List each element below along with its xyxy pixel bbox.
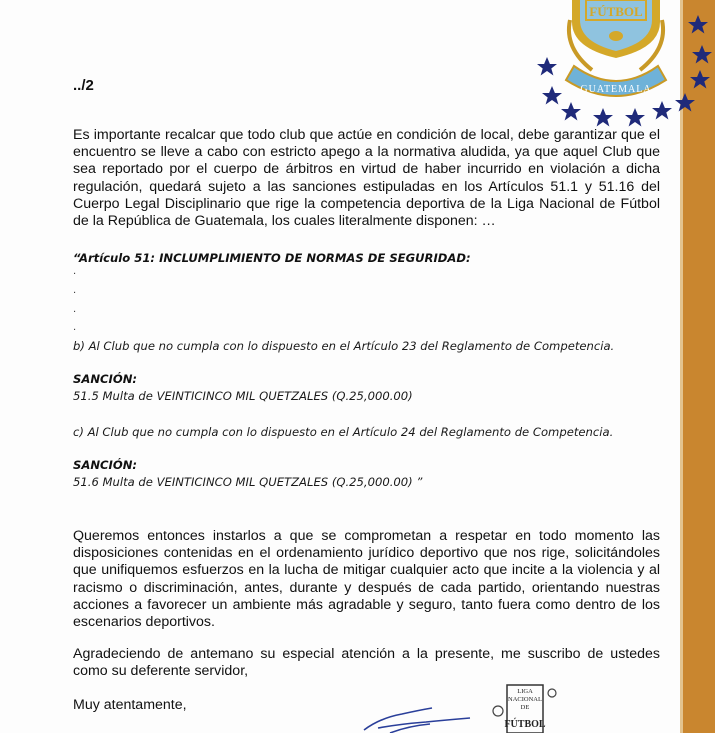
- emblem-shield: [572, 0, 660, 58]
- star-icon: [692, 45, 712, 64]
- article-item-b: b) Al Club que no cumpla con lo dispuesto en el Artículo 23 del Reglamento de Competencia.: [73, 339, 615, 353]
- star-icon: [561, 102, 581, 121]
- star-icon: [652, 101, 672, 120]
- ellipsis-dot: .: [73, 304, 77, 315]
- body-paragraph: Queremos entonces instarlos a que se comprometan a respetar en todo momento las disposiciones contenidas en el ordenamiento jurídico deportivo que nos rige, solicitándoles que unifiquemos esfuerzos en la lucha de mitigar cualquier acto que incite a la violencia y al racismo o discriminación, antes, durante y después de cada partido, orientando nuestras acciones a favorecer un ambiente más agradable y seguro, tanto fuera como dentro de los escenarios deportivos.: [73, 528, 660, 630]
- stamp-line-4: FÚTBOL: [504, 719, 546, 730]
- ellipsis-dot: .: [73, 322, 77, 333]
- star-icon: [690, 70, 710, 89]
- star-icon: [688, 15, 708, 34]
- emblem-ribbon-text: GUATEMALA: [580, 84, 652, 95]
- intro-paragraph: Es importante recalcar que todo club que actúe en condición de local, debe garantizar que el encuentro se lleve a cabo con estricto apego a la normativa aludida, ya que aquel Club que sea reportado por el cuerpo de árbitros en virtud de haber incurrido en violación a dicha regulación, quedará sujeto a las sanciones estipuladas en los Artículos 51.1 y 51.16 del Cuerpo Legal Disciplinario que rige la competencia deportiva de la Liga Nacional de Fútbol de la República de Guatemala, los cuales literalmente disponen: …: [73, 127, 660, 229]
- liga-stamp: [489, 683, 559, 733]
- sancion-text: 51.5 Multa de VEINTICINCO MIL QUETZALES (Q.25,000.00): [73, 389, 413, 403]
- star-icon: [675, 93, 695, 112]
- closing-salutation: Muy atentamente,: [73, 697, 187, 713]
- sancion-label: SANCIÓN:: [73, 458, 138, 472]
- emblem-top-text: FÚTBOL: [589, 4, 643, 19]
- star-icon: [593, 108, 613, 127]
- sancion-text: 51.6 Multa de VEINTICINCO MIL QUETZALES (Q.25,000.00) ”: [73, 475, 423, 489]
- stamp-line-3: DE: [520, 704, 530, 711]
- star-icon: [625, 108, 645, 127]
- signature-scribble: [360, 700, 480, 733]
- page-number: ../2: [73, 77, 94, 94]
- article-item-c: c) Al Club que no cumpla con lo dispuesto en el Artículo 24 del Reglamento de Competencia.: [73, 425, 614, 439]
- article-heading: “Artículo 51: INCLUMPLIMIENTO DE NORMAS DE SEGURIDAD:: [73, 251, 471, 265]
- star-icon: [537, 57, 557, 76]
- liga-logo-emblem: [530, 0, 715, 130]
- ellipsis-dot: .: [73, 266, 77, 277]
- emblem-ribbon: [566, 66, 666, 96]
- stamp-line-2: NACIONAL: [508, 696, 542, 703]
- star-icon: [542, 86, 562, 105]
- stamp-line-1: LIGA: [517, 688, 533, 695]
- sancion-label: SANCIÓN:: [73, 372, 138, 386]
- ellipsis-dot: .: [73, 285, 77, 296]
- thanks-paragraph: Agradeciendo de antemano su especial atención a la presente, me suscribo de ustedes como su deferente servidor,: [73, 646, 660, 680]
